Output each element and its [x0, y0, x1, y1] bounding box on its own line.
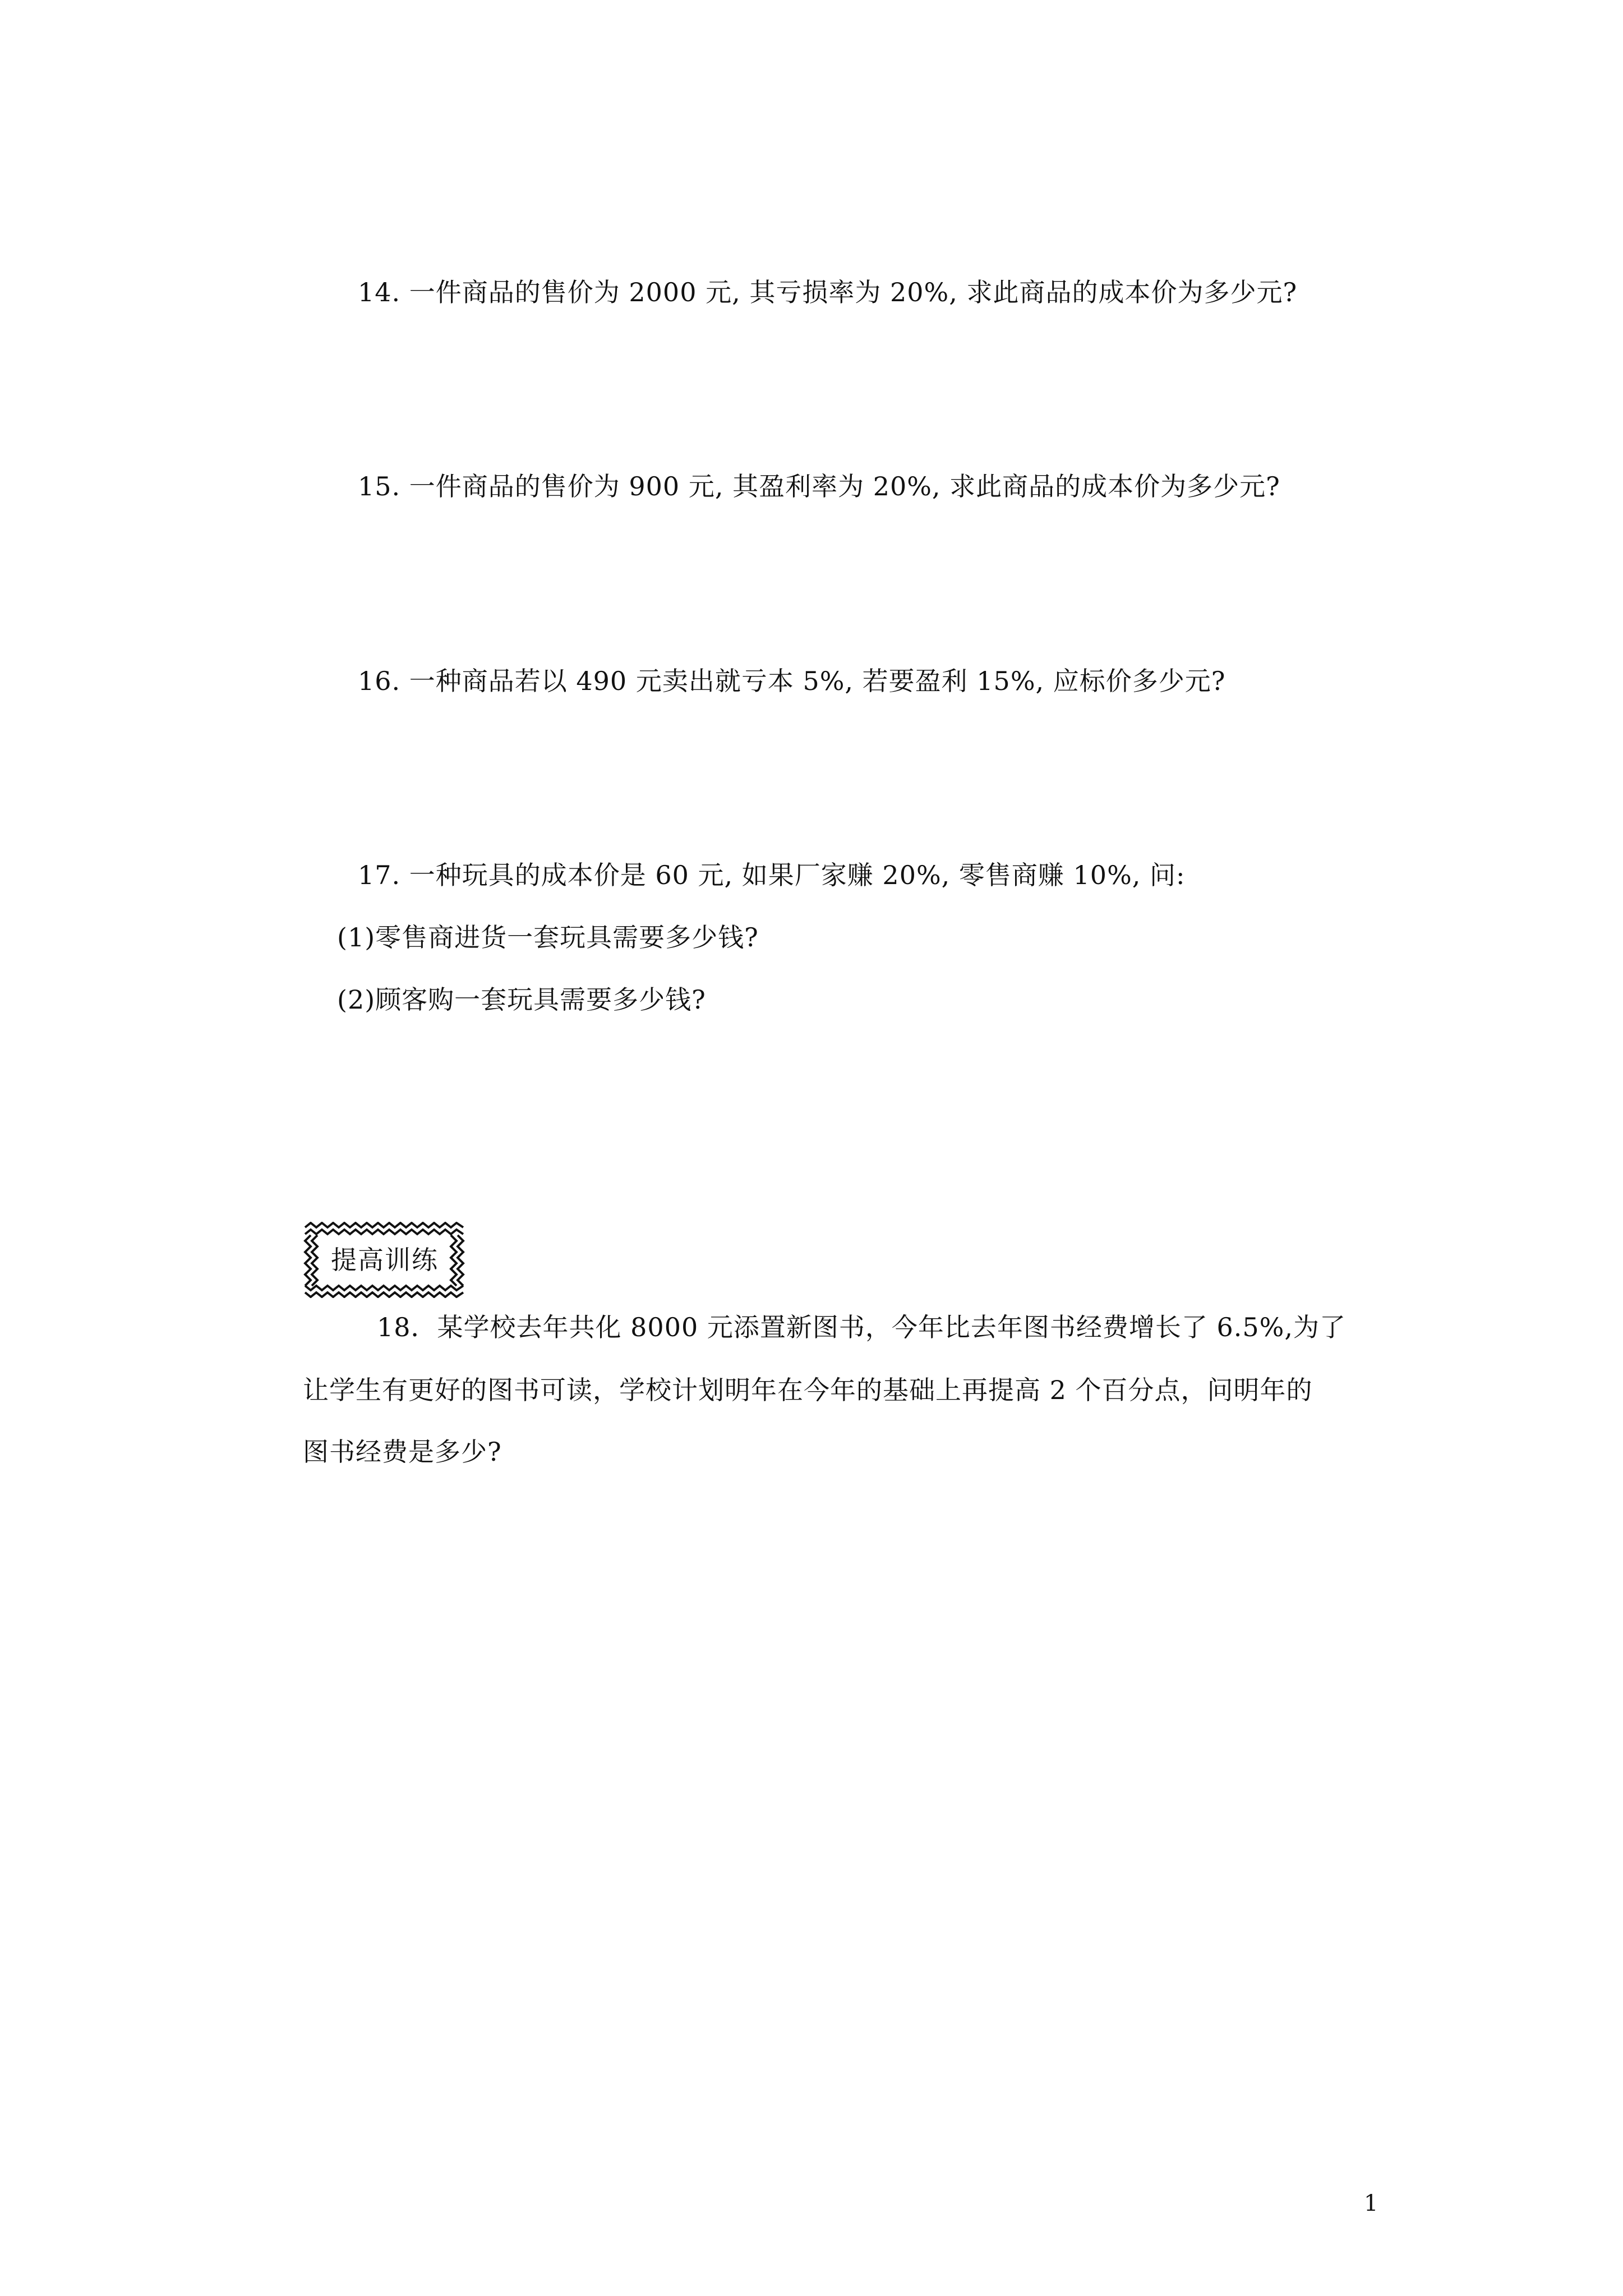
question-16: 16. 一种商品若以 490 元卖出就亏本 5%, 若要盈利 15%, 应标价多少元?: [358, 666, 1226, 696]
section-banner: [303, 1222, 465, 1298]
question-14: 14. 一件商品的售价为 2000 元, 其亏损率为 20%, 求此商品的成本价为多少元?: [358, 277, 1298, 307]
question-17-stem: 17. 一种玩具的成本价是 60 元, 如果厂家赚 20%, 零售商赚 10%, 问:: [358, 860, 1186, 890]
section-banner-label: 提高训练: [331, 1245, 439, 1275]
question-18-line-2: 让学生有更好的图书可读，学校计划明年在今年的基础上再提高 2 个百分点，问明年的: [303, 1375, 1313, 1405]
question-17-part-2: (2)顾客购一套玩具需要多少钱?: [337, 984, 706, 1015]
question-18-line-1: 18．某学校去年共化 8000 元添置新图书，今年比去年图书经费增长了 6.5%,为了: [377, 1312, 1346, 1342]
question-18-line-3: 图书经费是多少?: [303, 1437, 502, 1467]
page-number: 1: [1364, 2191, 1378, 2216]
question-17-part-1: (1)零售商进货一套玩具需要多少钱?: [337, 922, 759, 953]
question-15: 15. 一件商品的售价为 900 元, 其盈利率为 20%, 求此商品的成本价为多少元?: [358, 471, 1280, 501]
